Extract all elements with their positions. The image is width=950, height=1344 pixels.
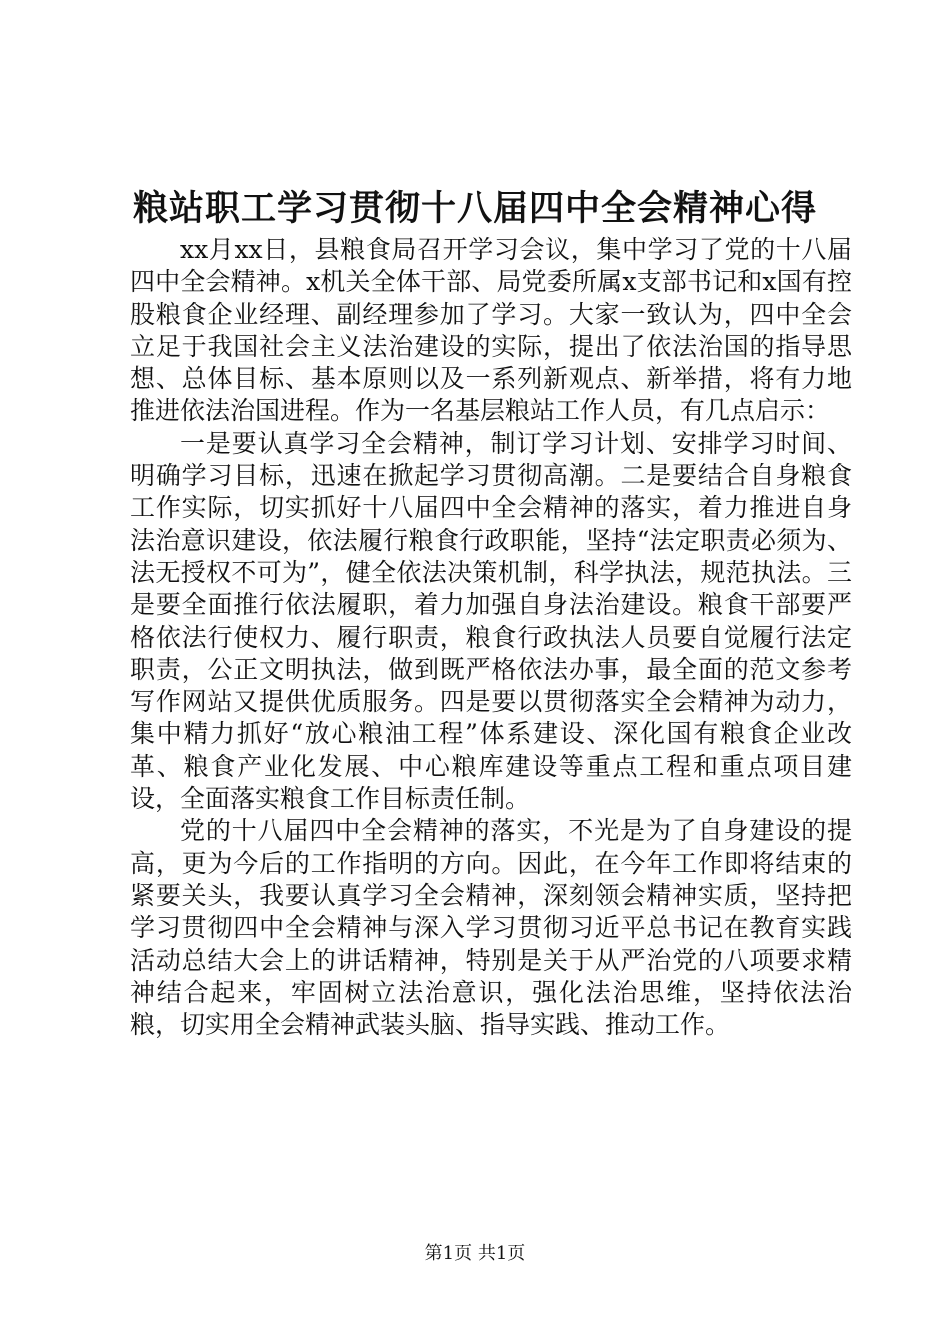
document-title: 粮站职工学习贯彻十八届四中全会精神心得: [132, 188, 817, 229]
document-body: [130, 234, 852, 1041]
page-footer: 第1页 共1页: [424, 1243, 526, 1264]
paragraph-intro: xx月xx日，县粮食局召开学习会议，集中学习了党的十八届四中全会精神。x机关全体干部、局党委所属x支部书记和x国有控股粮食企业经理、副经理参加了学习。大家一致认为，四中全会立足于我国社会主义法治建设的实际，提出了依法治国的指导思想、总体目标、基本原则以及一系列新观点、新举措，将有力地推进依法治国进程。作为一名基层粮站工作人员，有几点启示：: [130, 235, 852, 426]
paragraph-points: 一是要认真学习全会精神，制订学习计划、安排学习时间、明确学习目标，迅速在掀起学习贯彻高潮。二是要结合自身粮食工作实际，切实抓好十八届四中全会精神的落实，着力推进自身法治意识建设，依法履行粮食行政职能，坚持“法定职责必须为、法无授权不可为”，健全依法决策机制，科学执法，规范执法。三是要全面推行依法履职，着力加强自身法治建设。粮食干部要严格依法行使权力、履行职责，粮食行政执法人员要自觉履行法定职责，公正文明执法，做到既严格依法办事，最全面的范文参考写作网站又提供优质服务。四是要以贯彻落实全会精神为动力，集中精力抓好“放心粮油工程”体系建设、深化国有粮食企业改革、粮食产业化发展、中心粮库建设等重点工程和重点项目建设，全面落实粮食工作目标责任制。: [130, 428, 852, 814]
paragraph-conclusion: 党的十八届四中全会精神的落实，不光是为了自身建设的提高，更为今后的工作指明的方向。因此，在今年工作即将结束的紧要关头，我要认真学习全会精神，深刻领会精神实质，坚持把学习贯彻四中全会精神与深入学习贯彻习近平总书记在教育实践活动总结大会上的讲话精神，特别是关于从严治党的八项要求精神结合起来，牢固树立法治意识，强化法治思维，坚持依法治粮，切实用全会精神武装头脑、指导实践、推动工作。: [130, 816, 852, 1040]
